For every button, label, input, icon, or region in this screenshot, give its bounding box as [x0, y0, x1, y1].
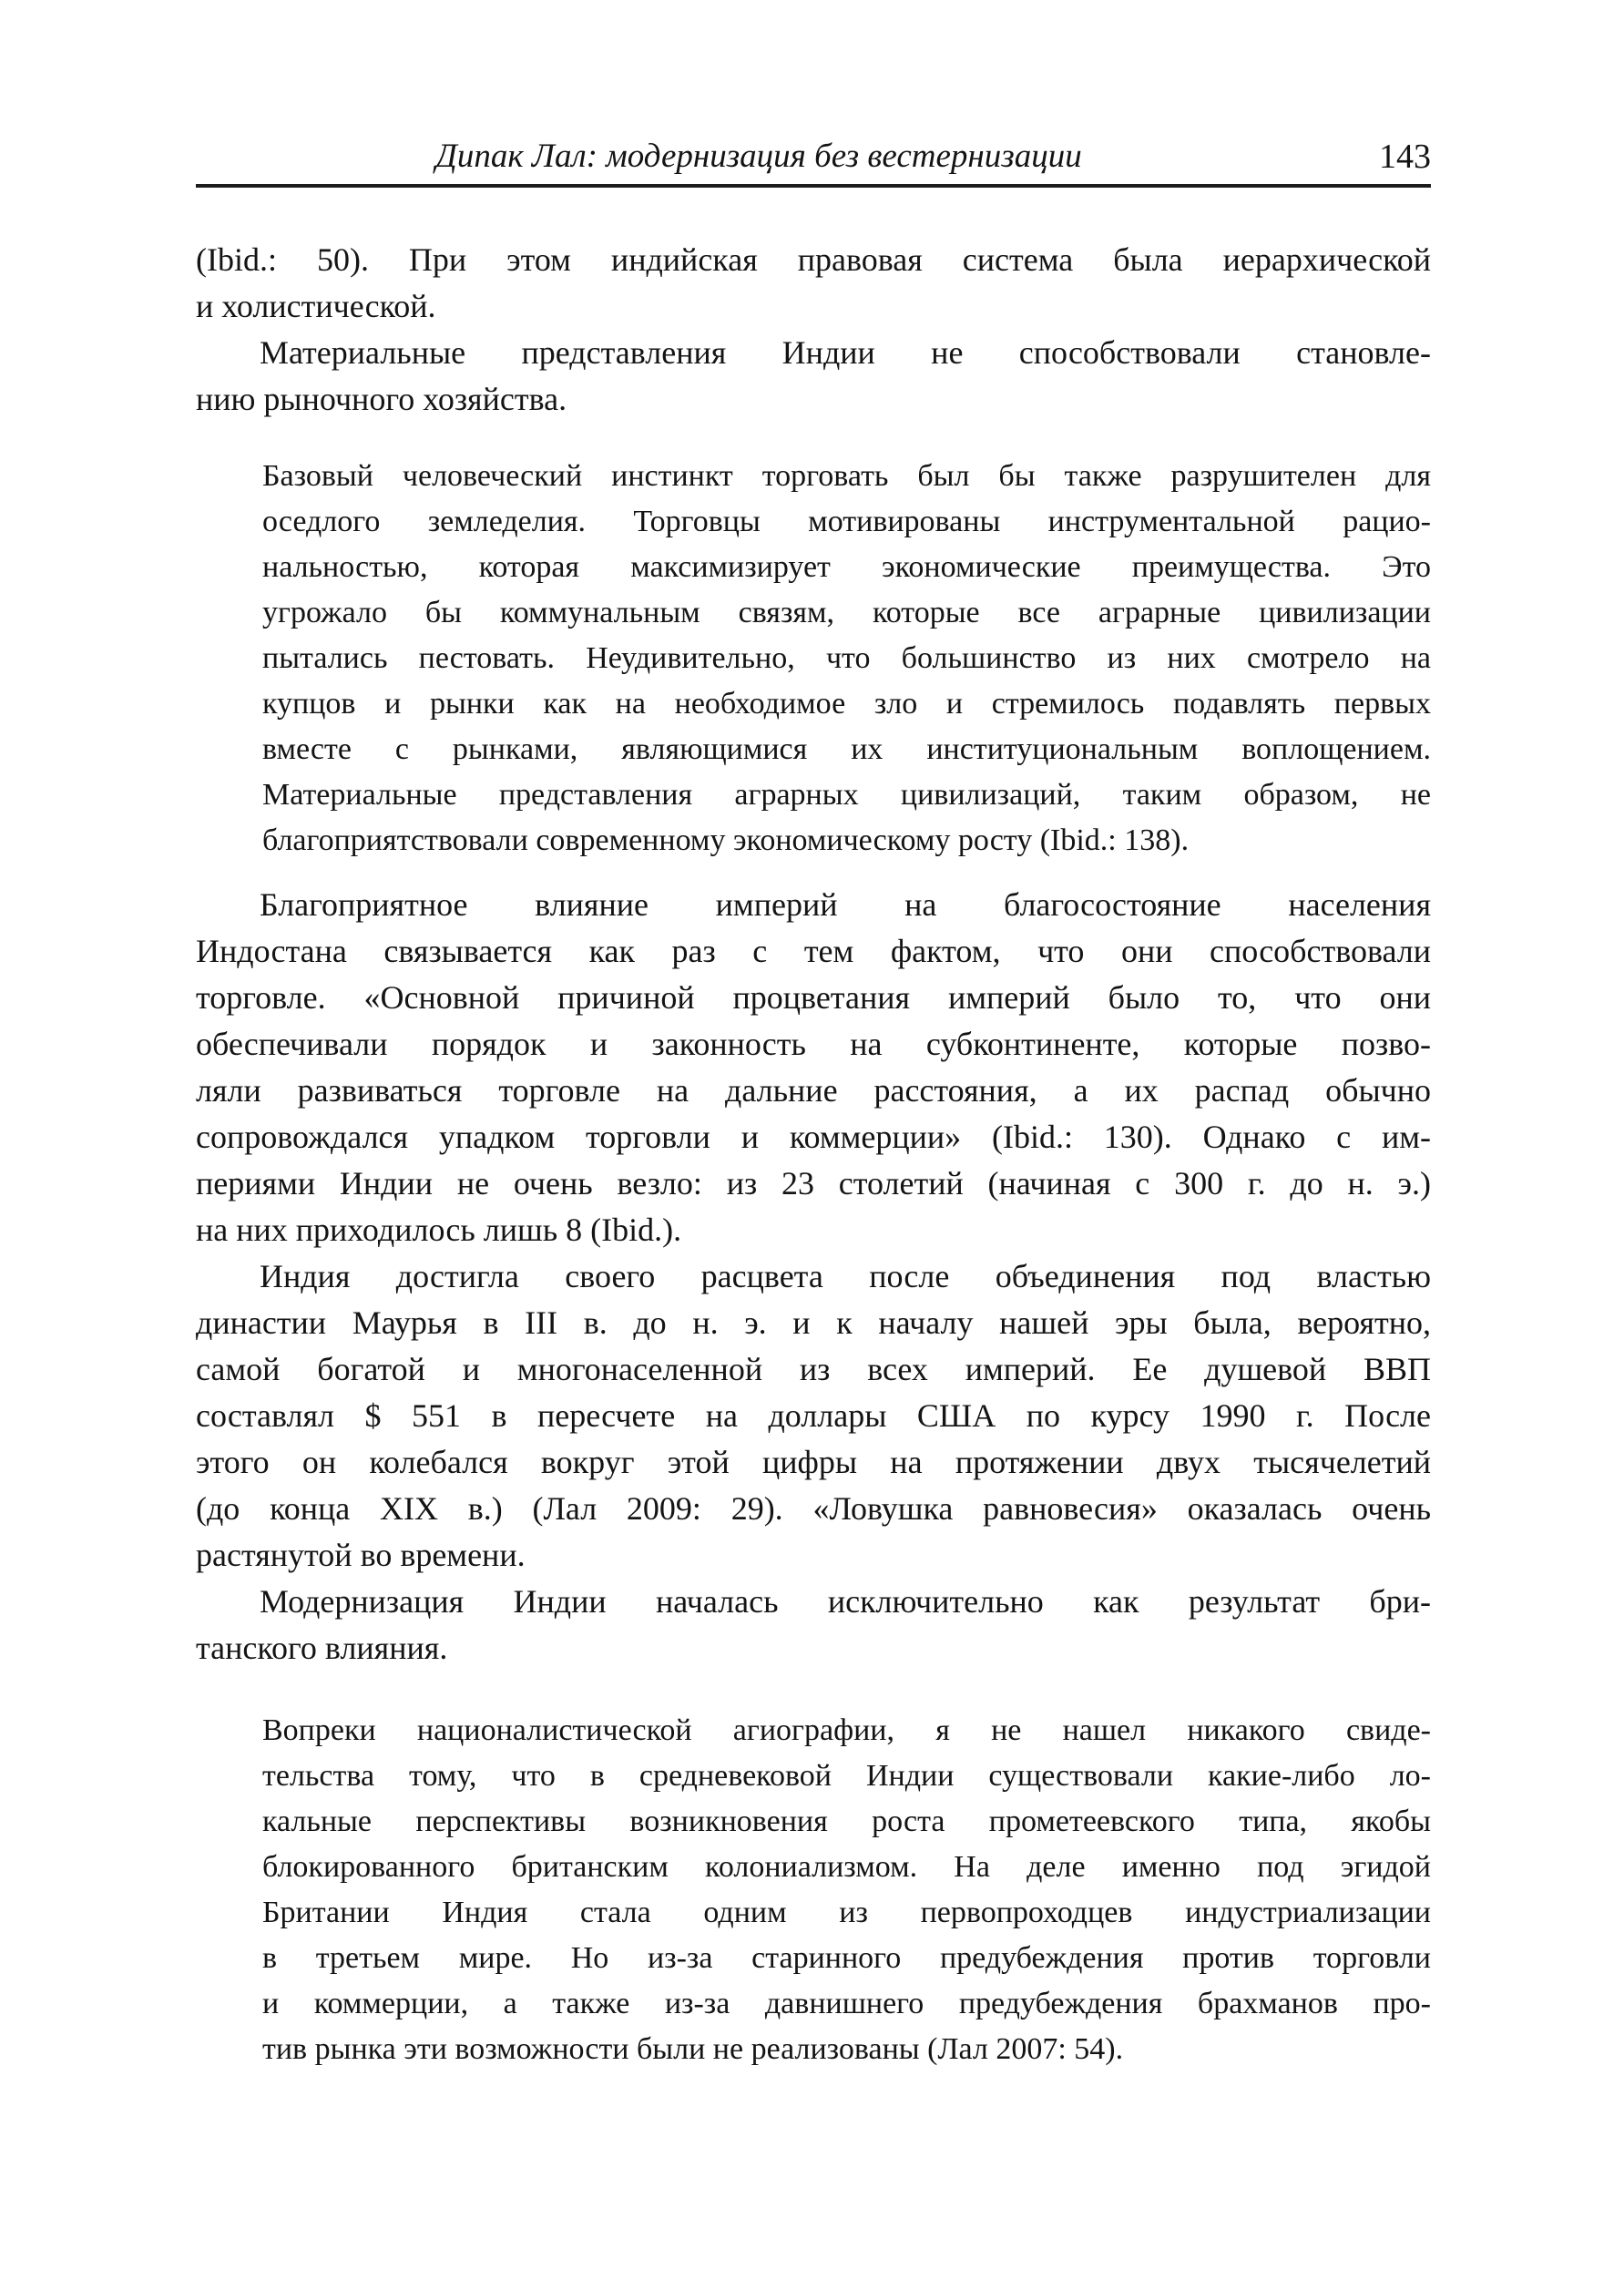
paragraph — [196, 1253, 1431, 1579]
text-block — [196, 137, 1431, 2091]
text-line: и коммерции, а также из-за давнишнего предубеждения брахманов про- — [262, 1987, 1431, 2020]
running-title: Дипак Лал: модернизация без вестернизации — [435, 138, 1082, 175]
text-line: тив рынка эти возможности были не реализованы (Лал 2007: 54). — [262, 2032, 1124, 2066]
text-line: сопровождался упадком торговли и коммерции» (Ibid.: 130). Однако с им- — [196, 1119, 1431, 1155]
text-line: Материальные представления Индии не способствовали становле- — [260, 334, 1431, 371]
header-rule — [196, 184, 1431, 188]
paragraph — [196, 882, 1431, 1253]
text-line: Индия достигла своего расцвета после объединения под властью — [260, 1258, 1431, 1294]
text-line: Материальные представления аграрных цивилизаций, таким образом, не — [262, 778, 1431, 812]
text-line: тельства тому, что в средневековой Индии существовали какие-либо ло- — [262, 1759, 1431, 1793]
text-line: кальные перспективы возникновения роста прометеевского типа, якобы — [262, 1805, 1431, 1838]
text-line: периями Индии не очень везло: из 23 столетий (начиная с 300 г. до н. э.) — [196, 1165, 1431, 1201]
text-line: Британии Индия стала одним из первопроходцев индустриализации — [262, 1896, 1431, 1929]
text-line: Индостана связывается как раз с тем фактом, что они способствовали — [196, 933, 1431, 969]
text-line: растянутой во времени. — [196, 1537, 526, 1573]
text-line: Модернизация Индии началась исключительно как результат бри- — [260, 1583, 1431, 1620]
text-line: (Ibid.: 50). При этом индийская правовая система была иерархической — [196, 241, 1431, 278]
text-line: вместе с рынками, являющимися их институциональным воплощением. — [262, 732, 1431, 766]
text-line: в третьем мире. Но из-за старинного предубеждения против торговли — [262, 1941, 1431, 1975]
text-line: (до конца XIX в.) (Лал 2009: 29). «Ловушка равновесия» оказалась очень — [196, 1490, 1431, 1527]
text-line: нальностью, которая максимизирует экономические преимущества. Это — [262, 550, 1431, 584]
running-header — [196, 137, 1431, 177]
block-quote — [262, 1708, 1431, 2072]
text-line: этого он колебался вокруг этой цифры на протяжении двух тысячелетий — [196, 1444, 1431, 1480]
paragraph-continuation — [196, 237, 1431, 330]
text-line: пытались пестовать. Неудивительно, что большинство из них смотрело на — [262, 641, 1431, 675]
text-line: торговле. «Основной причиной процветания империй было то, что они — [196, 979, 1431, 1016]
text-line: танского влияния. — [196, 1630, 448, 1666]
text-line: и холистической. — [196, 288, 436, 324]
page-number: 143 — [1379, 138, 1431, 176]
text-line: угрожало бы коммунальным связям, которые все аграрные цивилизации — [262, 596, 1431, 629]
text-line: нию рыночного хозяйства. — [196, 381, 567, 417]
text-line: оседлого земледелия. Торговцы мотивированы инструментальной рацио- — [262, 505, 1431, 538]
text-line: блокированного британским колониализмом. На деле именно под эгидой — [262, 1850, 1431, 1884]
text-line: обеспечивали порядок и законность на субконтиненте, которые позво- — [196, 1026, 1431, 1062]
text-line: ляли развиваться торговле на дальние расстояния, а их распад обычно — [196, 1072, 1431, 1109]
text-line: на них приходилось лишь 8 (Ibid.). — [196, 1212, 682, 1248]
text-line: купцов и рынки как на необходимое зло и стремилось подавлять первых — [262, 687, 1431, 721]
text-line: Базовый человеческий инстинкт торговать был бы также разрушителен для — [262, 459, 1431, 493]
paragraph — [196, 1579, 1431, 1672]
text-line: Благоприятное влияние империй на благосостояние населения — [260, 886, 1431, 923]
block-quote — [262, 454, 1431, 864]
paragraph — [196, 330, 1431, 423]
text-line: династии Маурья в III в. до н. э. и к началу нашей эры была, вероятно, — [196, 1304, 1431, 1341]
text-line: благоприятствовали современному экономическому росту (Ibid.: 138). — [262, 823, 1190, 857]
text-line: Вопреки националистической агиографии, я не нашел никакого свиде- — [262, 1713, 1431, 1747]
text-line: самой богатой и многонаселенной из всех империй. Ее душевой ВВП — [196, 1351, 1431, 1387]
text-line: составлял $ 551 в пересчете на доллары США по курсу 1990 г. После — [196, 1397, 1431, 1434]
page-body — [196, 237, 1431, 2072]
